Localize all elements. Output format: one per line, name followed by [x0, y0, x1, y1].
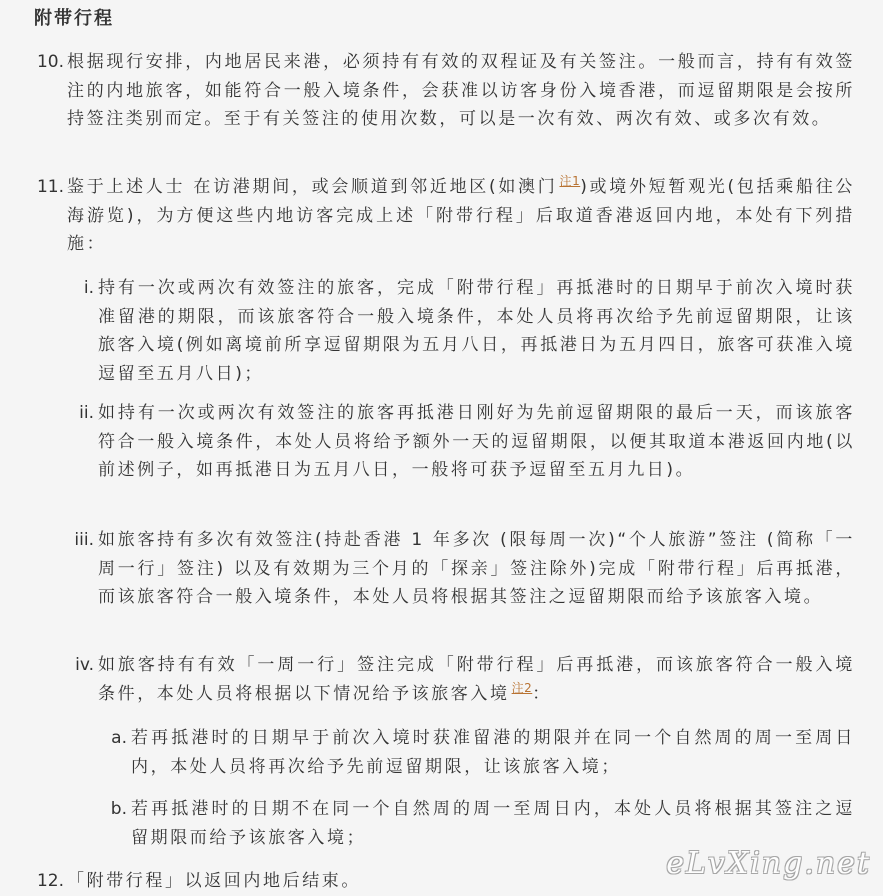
paragraph-text: 「附带行程」以返回内地后结束。 — [67, 871, 361, 891]
measure-i — [83, 274, 855, 388]
paragraph-10 — [36, 48, 855, 134]
paragraph-number: 10. — [36, 52, 64, 72]
footnote-link-1[interactable]: 注1 — [559, 174, 581, 188]
case-letter: b. — [110, 799, 127, 819]
paragraph-text: 根据现行安排，内地居民来港，必须持有有效的双程证及有关签注。一般而言，持有有效签注的内地旅客，如能符合一般入境条件，会获准以访客身份入境香港，而逗留期限是会按所持签注类别而定。至于有关签注的使用次数，可以是一次有效、两次有效、或多次有效。 — [67, 52, 855, 129]
case-b — [110, 795, 855, 852]
case-letter: a. — [111, 728, 127, 748]
measure-number: iii. — [74, 530, 94, 550]
site-watermark: eLvXing.net — [666, 846, 871, 881]
measure-text: 如持有一次或两次有效签注的旅客再抵港日刚好为先前逗留期限的最后一天，而该旅客符合一般入境条件，本处人员将给予额外一天的逗留期限，以便其取道本港返回内地(以前述例子，如再抵港日为五月八日，一般将可获予逗留至五月九日)。 — [98, 403, 855, 480]
section-heading: 附带行程 — [34, 8, 114, 29]
measure-number: i. — [83, 278, 94, 298]
measure-number: ii. — [79, 403, 94, 423]
measure-number: iv. — [75, 655, 94, 675]
paragraph-number: 11. — [36, 177, 64, 197]
measure-ii — [79, 399, 855, 485]
paragraph-text-part2: )或境外短暂观光(包括乘船往公海游览)，为方便这些内地访客完成上述「附带行程」后取道香港返回内地，本处有下列措施： — [67, 177, 856, 254]
measure-text: 如旅客持有多次有效签注(持赴香港 1 年多次 (限每周一次)“个人旅游”签注 (简称「一周一行」签注) 以及有效期为三个月的「探亲」签注除外)完成「附带行程」后再抵港，而该旅客符合一般入境条件，本处人员将根据其签注之逗留期限而给予该旅客入境。 — [98, 530, 855, 607]
measure-text: 持有一次或两次有效签注的旅客，完成「附带行程」再抵港时的日期早于前次入境时获准留港的期限，而该旅客符合一般入境条件，本处人员将再次给予先前逗留期限，让该旅客入境(例如离境前所享逗留期限为五月八日，再抵港日为五月四日，旅客可获准入境逗留至五月八日)； — [98, 278, 855, 384]
paragraph-11 — [36, 173, 856, 259]
case-text: 若再抵港时的日期早于前次入境时获准留港的期限并在同一个自然周的周一至周日内，本处人员将再次给予先前逗留期限，让该旅客入境； — [131, 728, 855, 777]
measure-iv — [75, 651, 855, 708]
case-text: 若再抵港时的日期不在同一个自然周的周一至周日内，本处人员将根据其签注之逗留期限而给予该旅客入境； — [131, 799, 855, 848]
case-a — [111, 724, 855, 781]
paragraph-text-part1: 鉴于上述人士 在访港期间，或会顺道到邻近地区(如澳门 — [67, 177, 558, 197]
measure-text-part2: ： — [532, 683, 552, 704]
measure-iii — [74, 526, 855, 612]
footnote-link-2[interactable]: 注2 — [511, 680, 533, 695]
paragraph-number: 12. — [36, 871, 64, 891]
measure-text-part1: 如旅客持有有效「一周一行」签注完成「附带行程」后再抵港，而该旅客符合一般入境条件，本处人员将根据以下情况给予该旅客入境 — [98, 655, 855, 704]
